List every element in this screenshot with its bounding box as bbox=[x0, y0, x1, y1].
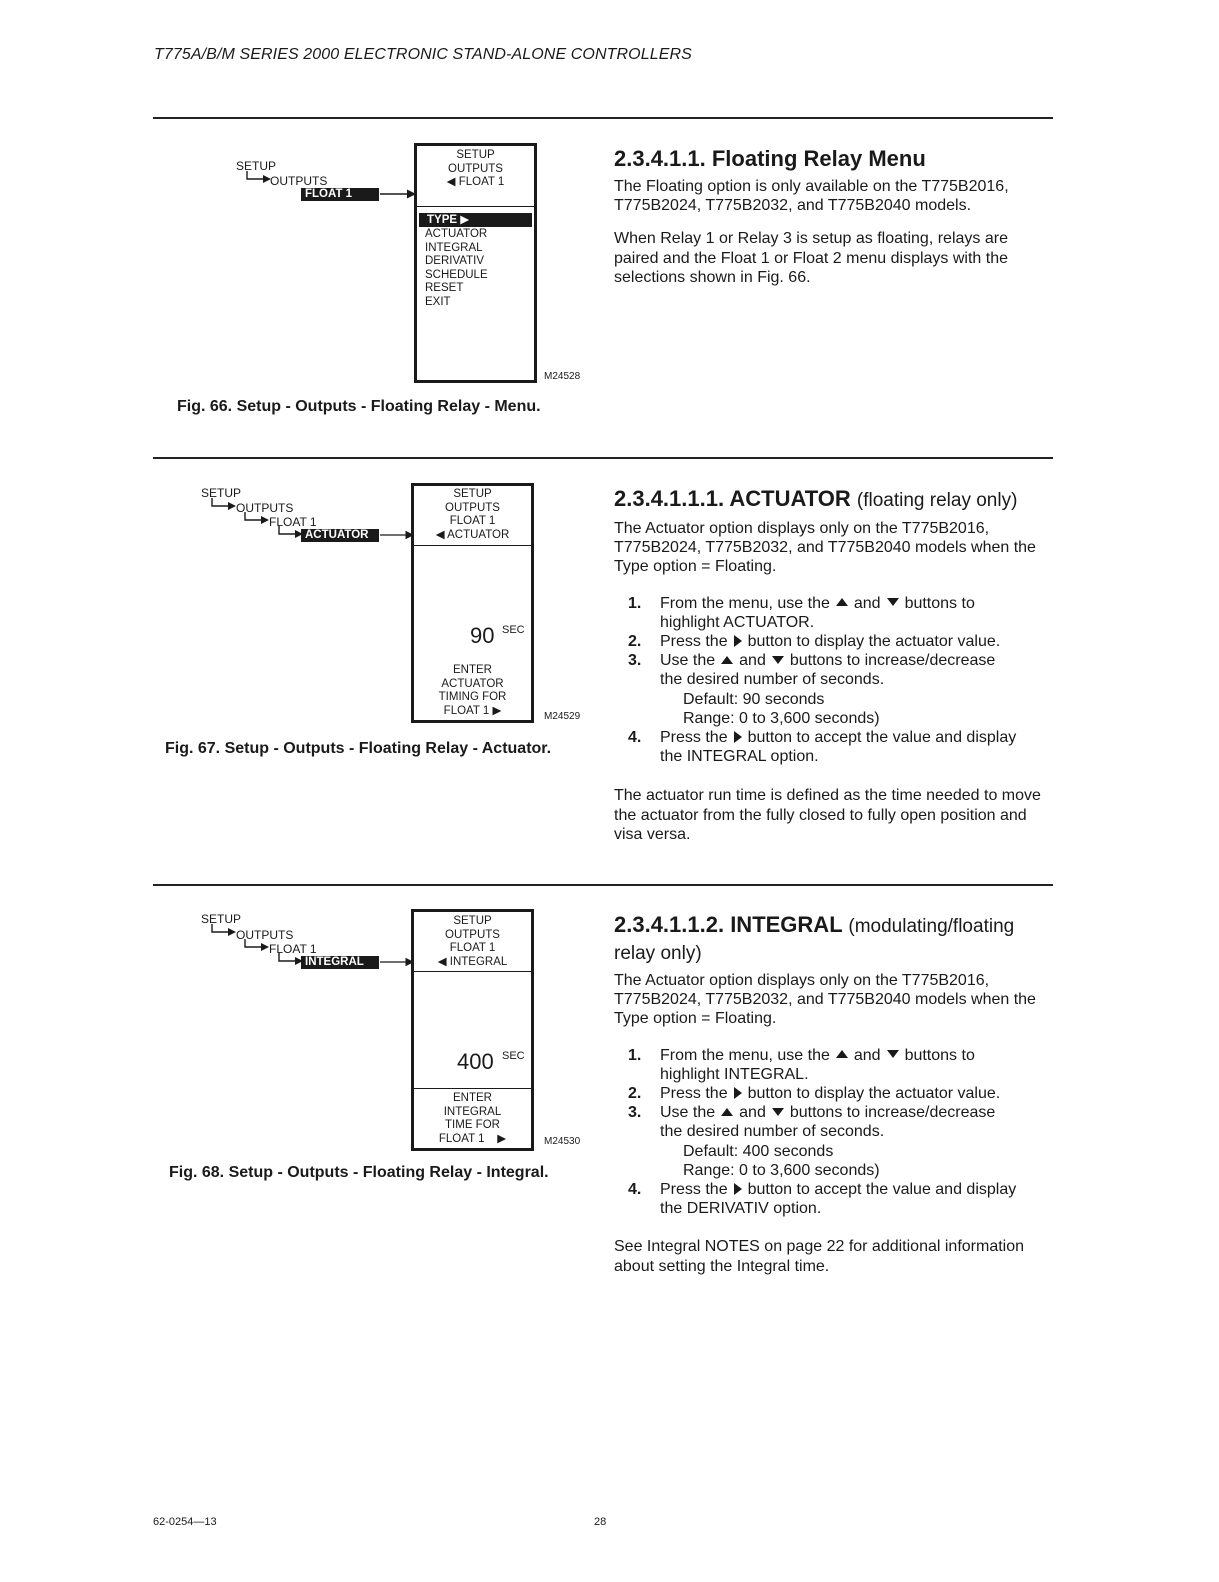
lcd-prompt bbox=[414, 664, 531, 718]
step-text: From the menu, use the bbox=[660, 594, 830, 612]
step-number: 4. bbox=[628, 1181, 642, 1199]
step-text: the INTEGRAL option. bbox=[660, 748, 819, 766]
menu-item: DERIVATIV bbox=[425, 255, 484, 268]
crumb-setup: SETUP bbox=[201, 486, 242, 500]
menu-list bbox=[425, 228, 488, 310]
lcd-header bbox=[414, 486, 531, 546]
lcd-line: FLOAT 1 ▶ bbox=[443, 704, 502, 717]
step bbox=[614, 1103, 1054, 1141]
menu-selected-item: TYPE ▶ bbox=[419, 213, 532, 227]
crumb-outputs: OUTPUTS bbox=[270, 174, 328, 188]
section-heading bbox=[614, 486, 1054, 514]
menu-item: INTEGRAL bbox=[425, 241, 483, 254]
step-text: button to accept the value and display bbox=[747, 729, 1017, 747]
figure-caption: Fig. 66. Setup - Outputs - Floating Relay - Menu. bbox=[177, 398, 541, 415]
step-text: the desired number of seconds. bbox=[660, 1123, 885, 1141]
step-number: 1. bbox=[628, 1046, 642, 1064]
right-triangle-icon bbox=[734, 1183, 742, 1195]
lcd-line: SETUP bbox=[453, 488, 492, 500]
down-triangle-icon bbox=[887, 598, 899, 606]
lcd-line: ENTER bbox=[453, 664, 492, 676]
footer-page-number: 28 bbox=[594, 1516, 607, 1528]
step-text: and bbox=[739, 1104, 766, 1122]
lcd-line: FLOAT 1 bbox=[449, 942, 496, 955]
right-arrow-icon bbox=[380, 956, 414, 968]
lcd-line: SETUP bbox=[456, 149, 495, 161]
lcd-line: OUTPUTS bbox=[445, 928, 500, 941]
footer-doc-number: 62-0254—13 bbox=[153, 1516, 217, 1528]
lcd-line: FLOAT 1 ▶ bbox=[438, 1132, 507, 1145]
lcd-line: ACTUATOR bbox=[441, 677, 504, 690]
lcd-value: 90 bbox=[470, 623, 495, 648]
step-range: Range: 0 to 3,600 seconds) bbox=[683, 709, 880, 727]
crumb-highlight: INTEGRAL bbox=[301, 956, 379, 969]
step-text: Press the bbox=[660, 1085, 728, 1103]
paragraph: See Integral NOTES on page 22 for additional information about setting the Integral time. bbox=[614, 1238, 1025, 1275]
lcd-line: ◀ FLOAT 1 bbox=[446, 176, 505, 189]
page-header: T775A/B/M SERIES 2000 ELECTRONIC STAND-ALONE CONTROLLERS bbox=[154, 46, 692, 63]
divider bbox=[153, 884, 1053, 886]
step-text: buttons to increase/decrease bbox=[789, 652, 996, 670]
step bbox=[614, 728, 1054, 766]
figure-code: M24530 bbox=[544, 1136, 581, 1147]
step-number: 3. bbox=[628, 1104, 642, 1122]
lcd-line: TIME FOR bbox=[445, 1119, 500, 1132]
paragraph: When Relay 1 or Relay 3 is setup as floating, relays are paired and the Float 1 or Float 2 menu displays with the selections shown in Fig. 66. bbox=[614, 230, 1008, 286]
elbow-arrow-icon bbox=[244, 939, 270, 953]
lcd-screen bbox=[411, 909, 534, 1151]
step bbox=[614, 594, 1054, 632]
lcd-unit: SEC bbox=[502, 624, 525, 636]
step-number: 2. bbox=[628, 1085, 642, 1103]
elbow-arrow-icon bbox=[244, 512, 270, 526]
menu-item: RESET bbox=[425, 282, 464, 295]
step-list bbox=[614, 594, 1054, 767]
section-heading bbox=[614, 912, 1054, 940]
up-triangle-icon bbox=[836, 1050, 848, 1058]
step-number: 2. bbox=[628, 633, 642, 651]
lcd-prompt bbox=[414, 1092, 531, 1146]
step-text: the desired number of seconds. bbox=[660, 671, 885, 689]
step-text: buttons to increase/decrease bbox=[789, 1104, 996, 1122]
lcd-line: ENTER bbox=[453, 1092, 492, 1104]
crumb-outputs: OUTPUTS bbox=[236, 928, 294, 942]
lcd-line: ◀ INTEGRAL bbox=[437, 955, 508, 968]
divider bbox=[153, 117, 1053, 119]
step-text: highlight INTEGRAL. bbox=[660, 1065, 809, 1083]
heading-main: 2.3.4.1.1.1. ACTUATOR bbox=[614, 486, 851, 511]
lcd-screen bbox=[411, 483, 534, 723]
menu-item: SCHEDULE bbox=[425, 268, 488, 281]
step-text: and bbox=[739, 652, 766, 670]
elbow-arrow-icon bbox=[211, 924, 237, 938]
section-actuator bbox=[614, 486, 1054, 844]
step-text: button to display the actuator value. bbox=[747, 1085, 1001, 1103]
step-text: Press the bbox=[660, 633, 728, 651]
figure-code: M24528 bbox=[544, 371, 581, 382]
step bbox=[614, 1084, 1054, 1103]
menu-item: ACTUATOR bbox=[425, 228, 488, 240]
crumb-highlight: FLOAT 1 bbox=[301, 188, 379, 201]
divider bbox=[153, 457, 1053, 459]
crumb-float: FLOAT 1 bbox=[269, 515, 317, 529]
lcd-line: OUTPUTS bbox=[445, 501, 500, 514]
step bbox=[614, 1180, 1054, 1218]
lcd-unit: SEC bbox=[502, 1050, 525, 1062]
step-text: buttons to bbox=[904, 1046, 975, 1064]
section-floating-relay-menu bbox=[614, 146, 1054, 287]
paragraph: The Actuator option displays only on the T775B2016, T775B2024, T775B2032, and T775B2040 models when the Type option = Floating. bbox=[614, 520, 1036, 576]
lcd-line: SETUP bbox=[453, 915, 492, 927]
up-triangle-icon bbox=[721, 656, 733, 664]
crumb-outputs: OUTPUTS bbox=[236, 501, 294, 515]
right-triangle-icon bbox=[734, 635, 742, 647]
lcd-line: INTEGRAL bbox=[443, 1105, 502, 1118]
step-text: Press the bbox=[660, 729, 728, 747]
step bbox=[614, 1046, 1054, 1084]
heading-sub: (floating relay only) bbox=[856, 490, 1018, 511]
down-triangle-icon bbox=[772, 1108, 784, 1116]
step-list bbox=[614, 1046, 1054, 1219]
crumb-setup: SETUP bbox=[236, 159, 277, 173]
lcd-value: 400 bbox=[457, 1049, 494, 1074]
step-default: Default: 400 seconds bbox=[683, 1142, 834, 1160]
heading-sub: relay only) bbox=[614, 943, 702, 964]
down-triangle-icon bbox=[772, 656, 784, 664]
lcd-divider bbox=[414, 1088, 531, 1089]
step-text: the DERIVATIV option. bbox=[660, 1200, 822, 1218]
heading-main: 2.3.4.1.1.2. INTEGRAL bbox=[614, 912, 843, 937]
crumb-float: FLOAT 1 bbox=[269, 942, 317, 956]
step-text: button to accept the value and display bbox=[747, 1181, 1017, 1199]
step-number: 4. bbox=[628, 729, 642, 747]
step bbox=[614, 651, 1054, 689]
step-number: 3. bbox=[628, 652, 642, 670]
step-text: button to display the actuator value. bbox=[747, 633, 1001, 651]
right-triangle-icon bbox=[734, 1087, 742, 1099]
lcd-line: OUTPUTS bbox=[448, 162, 503, 175]
section-integral bbox=[614, 912, 1054, 1276]
lcd-line: ◀ ACTUATOR bbox=[435, 528, 510, 541]
paragraph: The Floating option is only available on the T775B2016, T775B2024, T775B2032, and T775B2040 models. bbox=[614, 178, 1009, 215]
up-triangle-icon bbox=[836, 598, 848, 606]
right-arrow-icon bbox=[380, 188, 416, 200]
step-text: and bbox=[853, 594, 881, 612]
up-triangle-icon bbox=[721, 1108, 733, 1116]
heading-sub: (modulating/floating bbox=[848, 916, 1015, 937]
figure-caption: Fig. 68. Setup - Outputs - Floating Relay - Integral. bbox=[169, 1164, 549, 1181]
step-text: Press the bbox=[660, 1181, 728, 1199]
lcd-screen bbox=[414, 143, 537, 383]
menu-item: EXIT bbox=[425, 295, 451, 308]
figure-caption: Fig. 67. Setup - Outputs - Floating Relay - Actuator. bbox=[165, 740, 552, 757]
step-default: Default: 90 seconds bbox=[683, 690, 825, 708]
crumb-highlight: ACTUATOR bbox=[301, 529, 379, 542]
down-triangle-icon bbox=[887, 1050, 899, 1058]
step-range: Range: 0 to 3,600 seconds) bbox=[683, 1161, 880, 1179]
figure-code: M24529 bbox=[544, 711, 581, 722]
step-text: From the menu, use the bbox=[660, 1046, 830, 1064]
right-arrow-icon bbox=[380, 529, 414, 541]
step bbox=[614, 632, 1054, 651]
crumb-setup: SETUP bbox=[201, 912, 242, 926]
lcd-header bbox=[414, 912, 531, 972]
paragraph: The actuator run time is defined as the time needed to move the actuator from the fully closed to fully open position and visa versa. bbox=[614, 787, 1041, 843]
elbow-arrow-icon bbox=[246, 171, 272, 185]
step-text: buttons to bbox=[904, 594, 975, 612]
step-number: 1. bbox=[628, 594, 642, 612]
step-text: Use the bbox=[660, 652, 716, 670]
elbow-arrow-icon bbox=[211, 498, 237, 512]
paragraph: The Actuator option displays only on the T775B2016, T775B2024, T775B2032, and T775B2040 models when the Type option = Floating. bbox=[614, 972, 1036, 1028]
lcd-line: TIMING FOR bbox=[438, 691, 507, 704]
section-heading: 2.3.4.1.1. Floating Relay Menu bbox=[614, 146, 926, 171]
lcd-line: FLOAT 1 bbox=[449, 515, 496, 528]
step-text: and bbox=[853, 1046, 881, 1064]
step-text: Use the bbox=[660, 1104, 716, 1122]
right-triangle-icon bbox=[734, 731, 742, 743]
lcd-header bbox=[417, 146, 534, 207]
step-text: highlight ACTUATOR. bbox=[660, 613, 815, 631]
